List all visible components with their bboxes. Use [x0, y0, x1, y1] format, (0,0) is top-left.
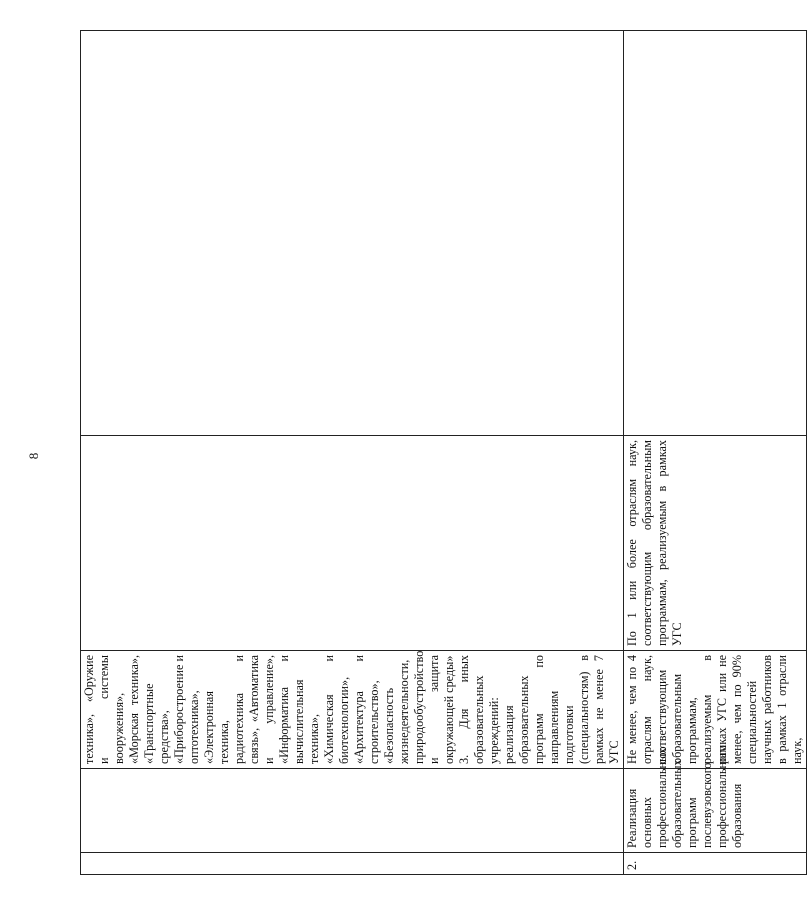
rotated-table-container: [80, 30, 804, 875]
cell-col-c-empty: [81, 31, 624, 436]
table-row-continuation: [81, 31, 624, 875]
row-col-b-text: По 1 или более отраслям наук, соответствующим образовательным программам, реализуемым в рамках УГС: [625, 440, 684, 646]
cell-row-col-b: [624, 436, 807, 651]
page-number: 8: [26, 452, 41, 460]
criteria-table: [80, 30, 807, 875]
cell-number-empty: [81, 853, 624, 875]
cell-row-name: [624, 745, 807, 853]
table-row-2: [624, 31, 807, 875]
row-name-text: Реализация основных профессиональных образовательных программ послевузовского профессионального образования: [625, 745, 744, 848]
cell-col-b-empty: [81, 436, 624, 651]
cell-row-criteria: [624, 651, 807, 769]
row-criteria-text: Не менее, чем по 4 отраслям наук, соответствующим образовательным программам, реализуемым в рамках УГС или не менее, чем по 90% специальностей научных работников в рамках 1 отрасли наук,: [625, 655, 804, 764]
cell-row-col-c: [624, 31, 807, 436]
cell-row-number: [624, 853, 807, 875]
cell-name-empty: [81, 769, 624, 853]
cell-criteria-continuation: [81, 651, 624, 769]
criteria-continuation-text: техника», «Оружие и системы вооружения», «Морская техника», «Транспортные средства», «Приборостроение и оптотехника», «Электронная техника, радиотехника и связь», «Автоматика и управление», «Информатика и вычислительная техника», «Химическая и биотехнологии», «Архитектура и строительство», «Безопасность жизнедеятельности, природообустройство и защита окружающей среды» 3. Для иных образовательных учреждений: реализация образовательных программ по направлениям подготовки (специальностям) в рамках не менее 7 УГС: [82, 650, 621, 764]
row-number-text: 2.: [625, 860, 639, 870]
